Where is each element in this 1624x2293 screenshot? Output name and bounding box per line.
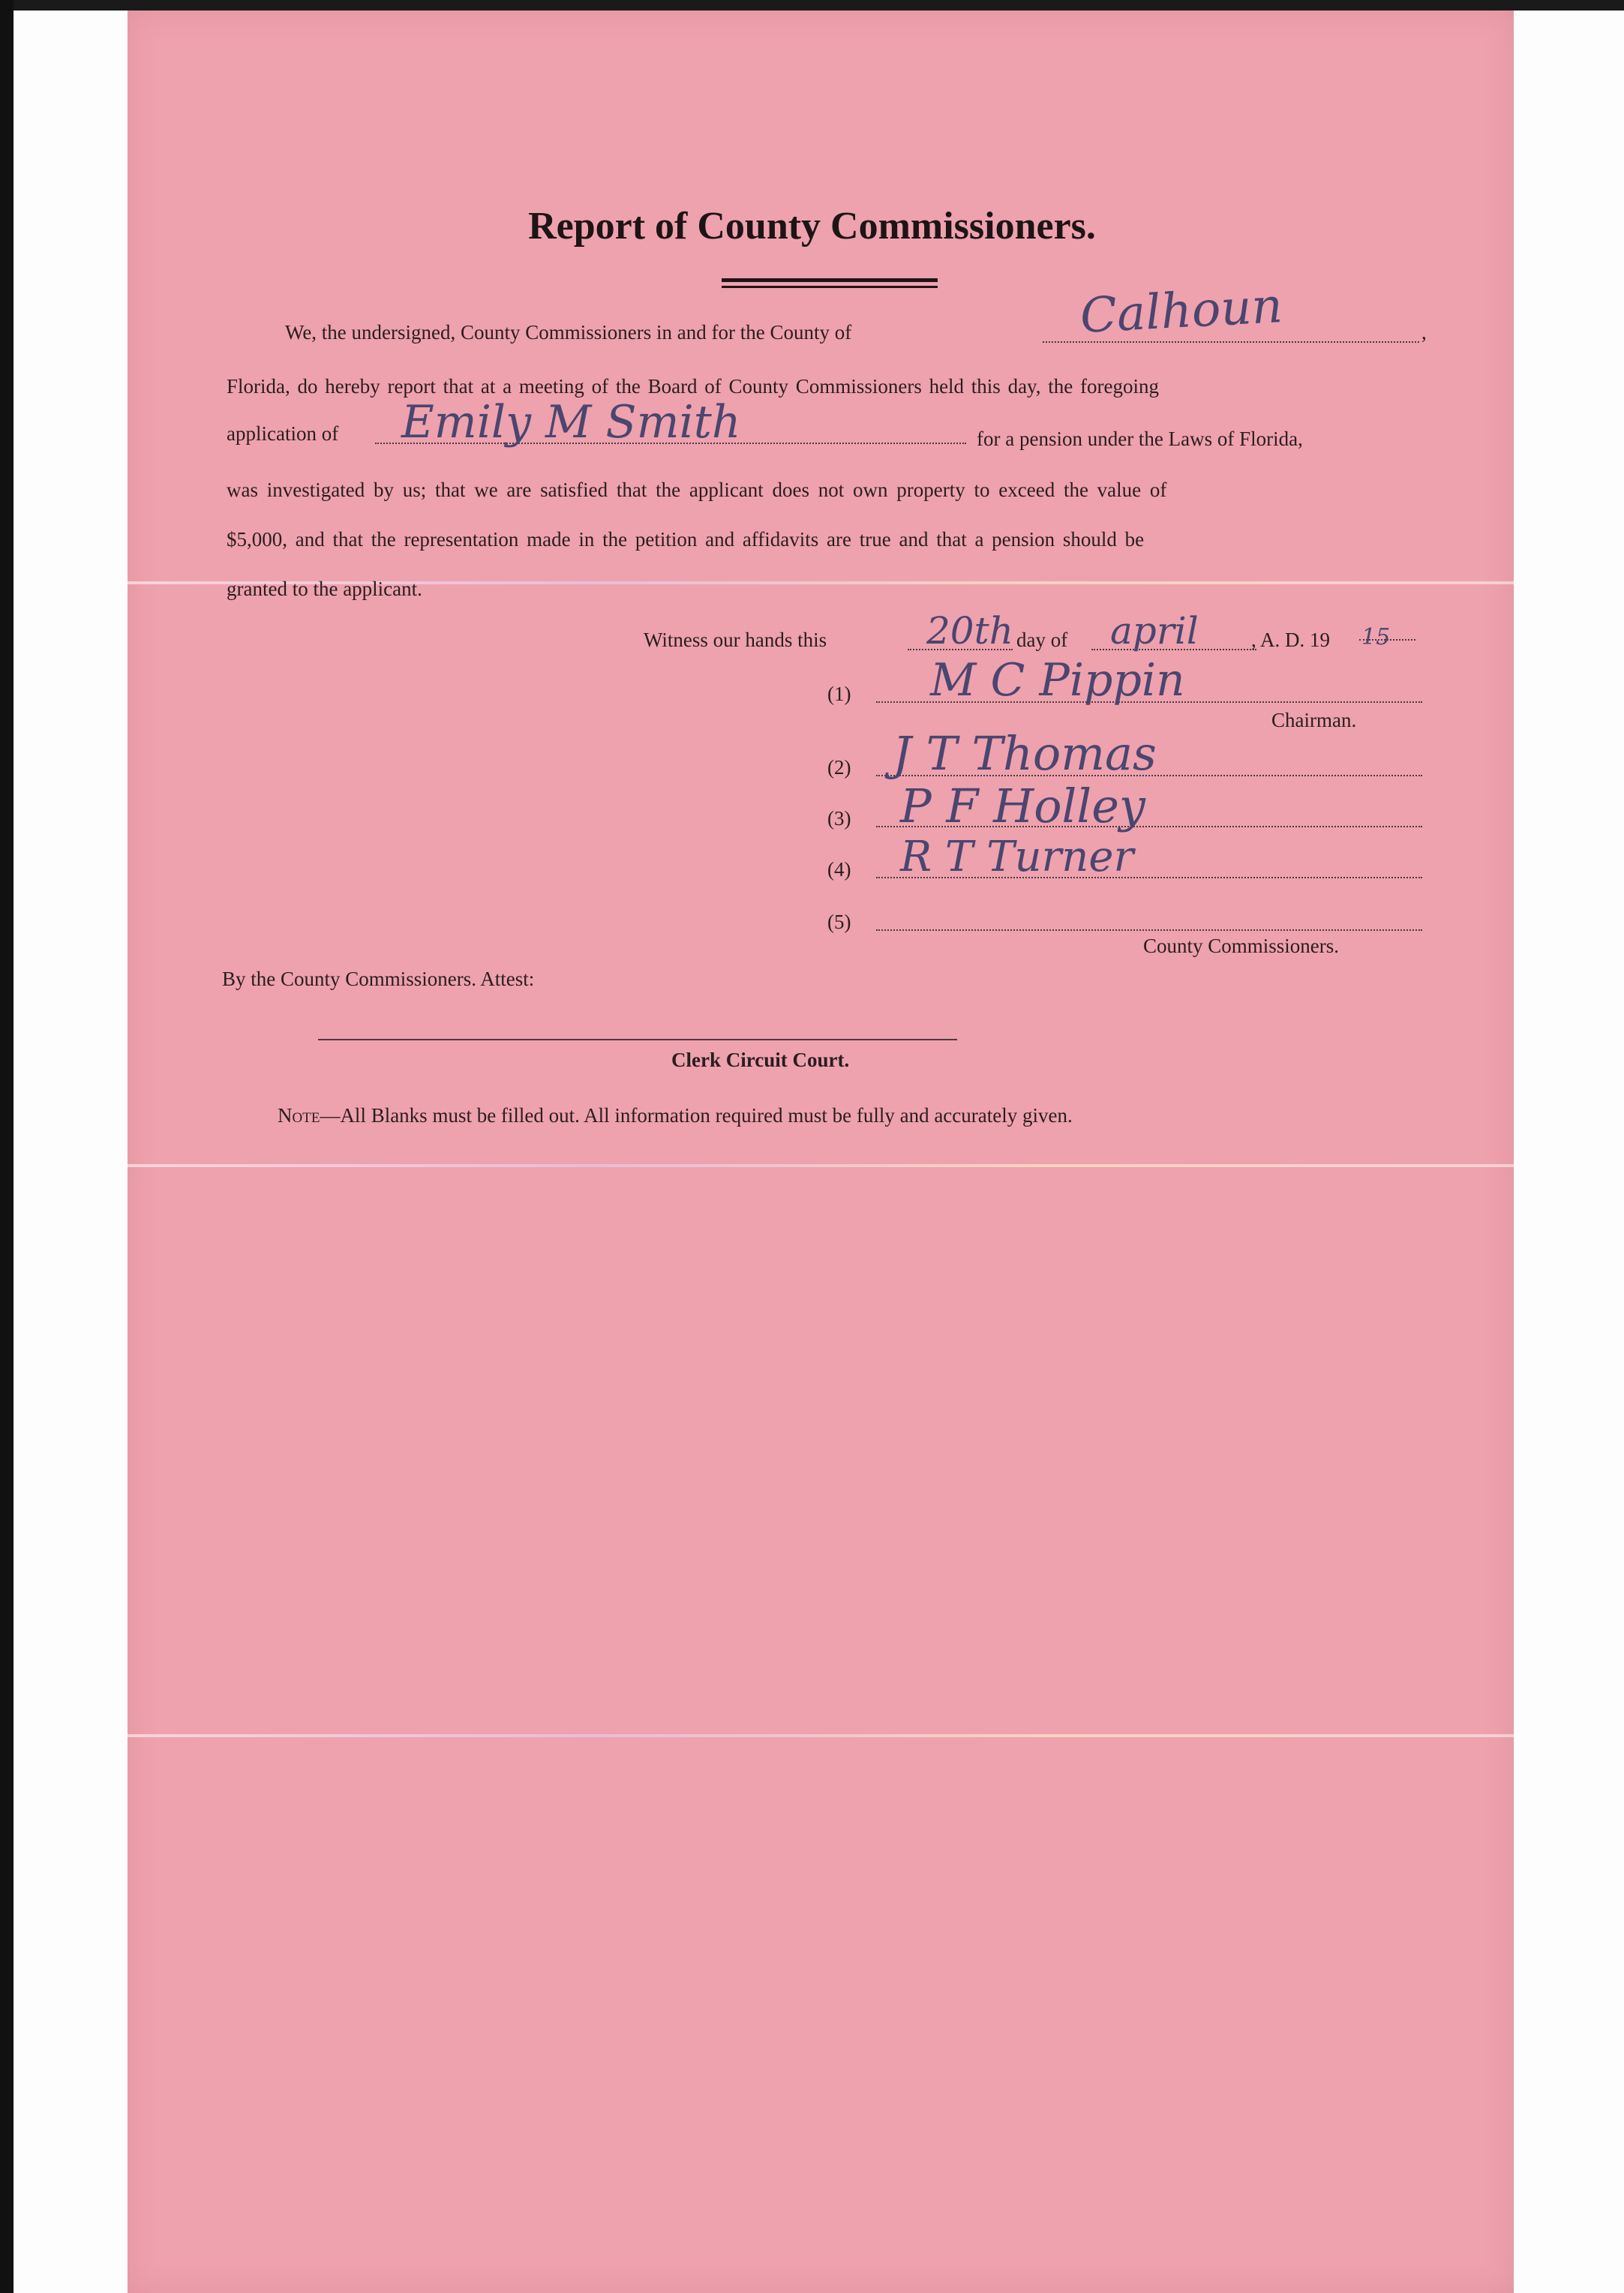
- signature-4: R T Turner: [900, 833, 1134, 881]
- title-rule: [722, 286, 938, 288]
- clerk-signature-line[interactable]: [318, 1039, 957, 1040]
- paragraph-line: We, the undersigned, County Commissioners in and for the County of: [285, 321, 852, 344]
- signature-2: J T Thomas: [893, 726, 1157, 781]
- fold-line: [128, 1164, 1514, 1167]
- fold-line: [128, 1734, 1514, 1737]
- signature-3: P F Holley: [900, 779, 1145, 833]
- signature-line-5[interactable]: [876, 929, 1422, 931]
- scan-border-top: [0, 0, 1624, 11]
- month-handwritten: april: [1110, 609, 1199, 653]
- title-rule: [722, 278, 938, 282]
- county-commissioners-label: County Commissioners.: [1143, 935, 1340, 957]
- paragraph-line: application of: [227, 422, 339, 445]
- county-handwritten: Calhoun: [1079, 278, 1284, 345]
- signature-number: (5): [827, 911, 851, 933]
- paragraph-line: ,: [1421, 321, 1427, 344]
- paragraph-line: $5,000, and that the representation made in the petition and affidavits are true and that a pension should be: [227, 528, 1145, 551]
- signature-number: (1): [827, 683, 851, 705]
- paragraph-line: for a pension under the Laws of Florida,: [977, 428, 1303, 450]
- page-title: Report of County Commissioners.: [528, 205, 1096, 248]
- note-text: —All Blanks must be filled out. All information required must be fully and accurately given.: [320, 1104, 1073, 1127]
- signature-number: (4): [827, 858, 851, 881]
- day-handwritten: 20th: [926, 609, 1013, 653]
- applicant-handwritten: Emily M Smith: [401, 396, 741, 449]
- paragraph-line: was investigated by us; that we are satisfied that the applicant does not own property to exceed the value of: [227, 479, 1167, 501]
- paragraph-line: granted to the applicant.: [227, 578, 422, 600]
- signature-1: M C Pippin: [930, 654, 1185, 707]
- document-page: [128, 11, 1514, 2293]
- witness-label: Witness our hands this: [644, 629, 827, 651]
- note: [278, 1104, 1073, 1127]
- signature-number: (2): [827, 756, 851, 779]
- chairman-label: Chairman.: [1271, 709, 1357, 731]
- day-of-label: day of: [1016, 629, 1068, 651]
- signature-number: (3): [827, 807, 851, 830]
- scan-border-left: [0, 0, 14, 2293]
- note-label: Note: [278, 1104, 320, 1127]
- clerk-label: Clerk Circuit Court.: [671, 1049, 850, 1071]
- year-handwritten: 15: [1361, 624, 1391, 650]
- paragraph-line: Florida, do hereby report that at a meeting of the Board of County Commissioners held this day, the foregoing: [227, 375, 1160, 398]
- attest-label: By the County Commissioners. Attest:: [222, 968, 535, 990]
- ad-label: , A. D. 19: [1251, 629, 1331, 651]
